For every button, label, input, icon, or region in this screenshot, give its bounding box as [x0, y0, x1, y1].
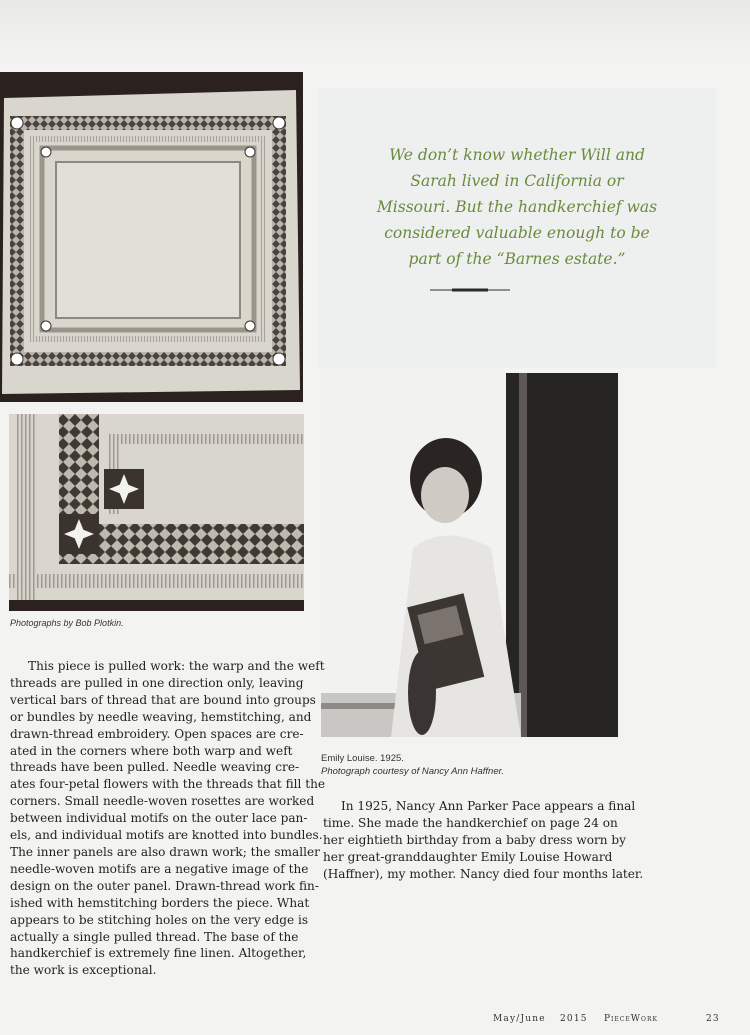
text-line: drawn-thread embroidery. Open spaces are cre-: [10, 726, 304, 741]
photo-caption-credit: Photograph courtesy of Nancy Ann Haffner.: [321, 766, 505, 777]
text-line: actually a single pulled thread. The base of the: [10, 929, 299, 944]
text-line: her great-granddaughter Emily Louise Howard: [323, 849, 613, 864]
pull-quote-line: Missouri. But the handkerchief was: [376, 198, 658, 216]
pull-quote-line: Sarah lived in California or: [410, 172, 624, 190]
emily-louise-photo: [321, 373, 618, 737]
body-text-right: [323, 798, 644, 883]
photo-caption: [321, 752, 504, 778]
text-line: The inner panels are also drawn work; the smaller: [10, 844, 320, 859]
text-line: vertical bars of thread that are bound into groups: [10, 692, 316, 707]
photo-caption-title: Emily Louise. 1925.: [321, 753, 404, 764]
pull-quote: [318, 142, 716, 272]
text-line: This piece is pulled work: the warp and the weft: [28, 659, 325, 673]
text-line: between individual motifs on the outer lace pan-: [10, 811, 308, 826]
footer-year: 2015: [560, 1014, 588, 1024]
text-line: her eightieth birthday from a baby dress worn by: [323, 832, 627, 847]
text-line: threads have been pulled. Needle weaving cre-: [10, 760, 300, 775]
footer-issue: May/June: [493, 1014, 546, 1024]
text-line: handkerchief is extremely fine linen. Altogether,: [10, 946, 307, 961]
text-line: ates four-petal flowers with the threads that fill the: [10, 777, 326, 792]
text-line: or bundles by needle weaving, hemstitching, and: [10, 709, 312, 724]
footer-magazine: PieceWork: [604, 1014, 658, 1024]
text-line: threads are pulled in one direction only, leaving: [10, 675, 304, 690]
pull-quote-line: part of the “Barnes estate.”: [408, 250, 626, 268]
text-line: ished with hemstitching borders the piece. What: [10, 895, 310, 910]
photo-credit: Photographs by Bob Plotkin.: [10, 618, 124, 628]
ornament-divider-icon: [430, 287, 510, 293]
text-line: els, and individual motifs are knotted into bundles.: [10, 828, 323, 843]
handkerchief-photo: [0, 72, 303, 402]
text-line: ated in the corners where both warp and weft: [10, 743, 293, 758]
text-line: needle-woven motifs are a negative image of the: [10, 861, 309, 876]
pull-quote-line: We don’t know whether Will and: [389, 146, 645, 164]
page-background: [0, 0, 750, 60]
body-text-left: [10, 658, 326, 979]
page-number: 23: [706, 1014, 720, 1024]
text-line: time. She made the handkerchief on page 24 on: [323, 815, 618, 830]
text-line: the work is exceptional.: [10, 963, 157, 978]
text-line: (Haffner), my mother. Nancy died four months later.: [323, 866, 644, 881]
text-line: appears to be stitching holes on the very edge is: [10, 912, 309, 927]
text-line: In 1925, Nancy Ann Parker Pace appears a final: [341, 799, 636, 813]
text-line: design on the outer panel. Drawn-thread work fin-: [10, 878, 319, 893]
text-line: corners. Small needle-woven rosettes are worked: [10, 794, 315, 809]
pull-quote-line: considered valuable enough to be: [384, 224, 650, 242]
handkerchief-detail-photo: [9, 414, 304, 611]
